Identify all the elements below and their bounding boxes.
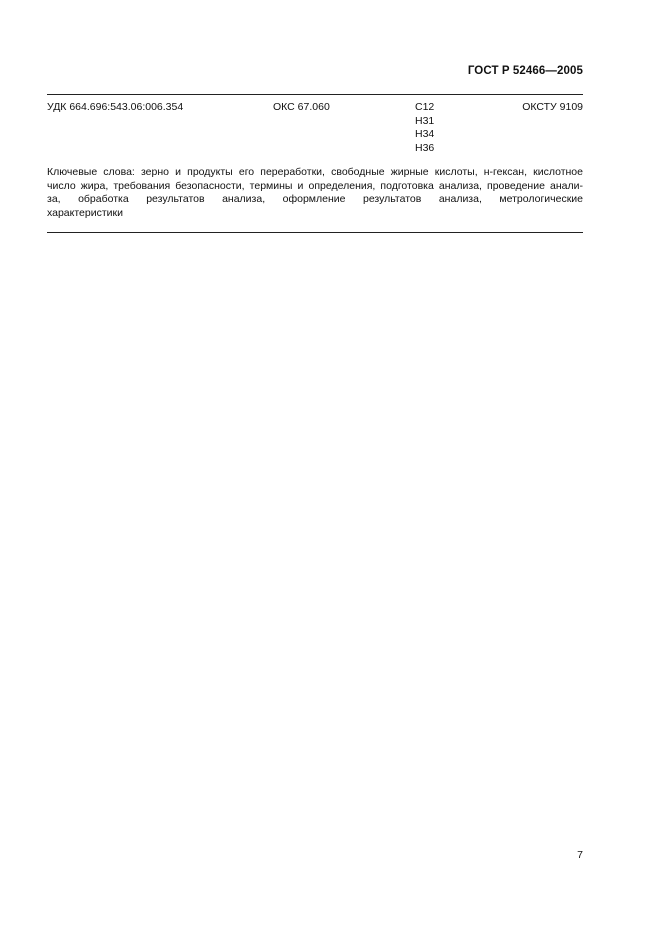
standard-identifier: ГОСТ Р 52466—2005 bbox=[467, 65, 583, 77]
category-code: Н34 bbox=[415, 128, 435, 140]
okstu-code: ОКСТУ 9109 bbox=[522, 101, 583, 113]
keywords-line: Ключевые слова: зерно и продукты его переработки, свободные жирные кислоты, н-гексан, кислотное bbox=[47, 166, 583, 178]
category-codes bbox=[415, 101, 434, 155]
keywords-paragraph bbox=[47, 166, 583, 220]
bottom-divider bbox=[47, 232, 583, 233]
keywords-line: характеристики bbox=[47, 206, 123, 219]
oks-code: ОКС 67.060 bbox=[273, 101, 330, 113]
category-code: С12 bbox=[415, 101, 435, 113]
category-code: Н31 bbox=[415, 114, 435, 127]
keywords-line: число жира, требования безопасности, термины и определения, подготовка анализа, проведение анали- bbox=[47, 179, 583, 192]
keywords-line: за, обработка результатов анализа, оформление результатов анализа, метрологические bbox=[47, 193, 583, 206]
category-code: Н36 bbox=[415, 141, 435, 154]
top-divider bbox=[47, 94, 583, 95]
udk-code: УДК 664.696:543.06:006.354 bbox=[47, 101, 184, 113]
page-number: 7 bbox=[577, 849, 583, 861]
